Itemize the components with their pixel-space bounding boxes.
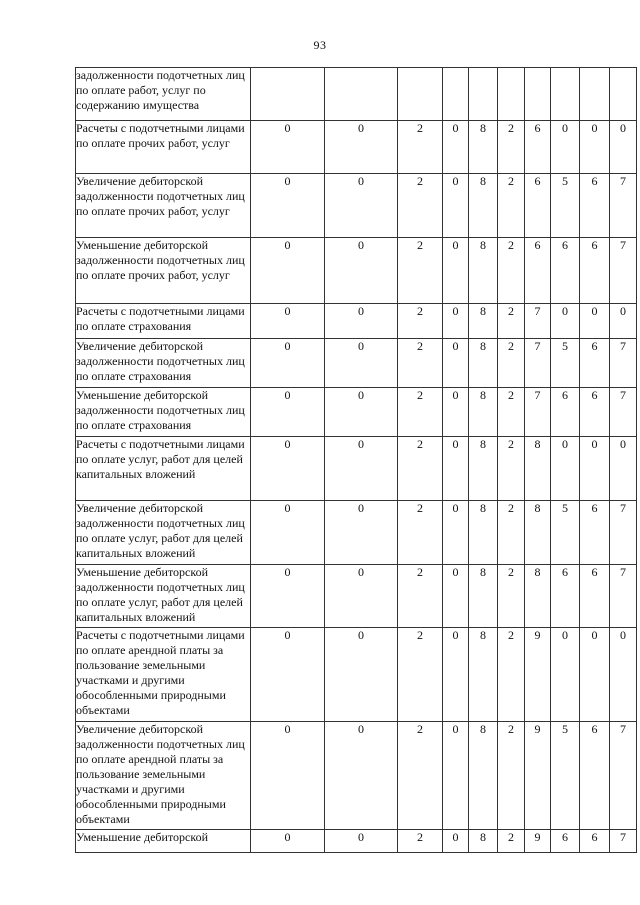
code-digit-cell: 9 bbox=[525, 628, 551, 722]
account-name-cell: Расчеты с подотчетными лицами по оплате арендной платы за пользование земельными участками и другими обособленными природными объектами bbox=[76, 628, 251, 722]
code-digit-cell: 8 bbox=[469, 501, 498, 565]
account-name-cell: Увеличение дебиторской задолженности подотчетных лиц по оплате арендной платы за пользование земельными участками и другими обособленными природными объектами bbox=[76, 722, 251, 830]
code-digit-cell: 0 bbox=[443, 565, 469, 628]
code-digit-cell: 9 bbox=[525, 830, 551, 853]
code-digit-cell: 8 bbox=[469, 304, 498, 339]
code-digit-cell: 7 bbox=[525, 388, 551, 437]
table-row bbox=[76, 501, 637, 565]
account-name-cell: Увеличение дебиторской задолженности подотчетных лиц по оплате страхования bbox=[76, 339, 251, 388]
account-name-cell: Расчеты с подотчетными лицами по оплате страхования bbox=[76, 304, 251, 339]
table-row bbox=[76, 830, 637, 853]
code-digit-cell: 0 bbox=[443, 388, 469, 437]
code-digit-cell: 8 bbox=[469, 174, 498, 238]
code-digit-cell: 2 bbox=[398, 437, 443, 501]
code-digit-cell: 8 bbox=[469, 238, 498, 304]
account-name-cell: Увеличение дебиторской задолженности подотчетных лиц по оплате услуг, работ для целей капитальных вложений bbox=[76, 501, 251, 565]
account-name-cell: Расчеты с подотчетными лицами по оплате услуг, работ для целей капитальных вложений bbox=[76, 437, 251, 501]
code-digit-cell: 0 bbox=[443, 830, 469, 853]
code-digit-cell: 7 bbox=[525, 339, 551, 388]
code-digit-cell: 0 bbox=[325, 565, 398, 628]
account-codes-table bbox=[75, 67, 637, 853]
code-digit-cell: 7 bbox=[610, 830, 637, 853]
code-digit-cell: 0 bbox=[443, 437, 469, 501]
table-row bbox=[76, 174, 637, 238]
code-digit-cell: 7 bbox=[610, 238, 637, 304]
code-digit-cell: 2 bbox=[498, 304, 525, 339]
table-body bbox=[76, 68, 637, 853]
code-digit-cell: 0 bbox=[551, 628, 580, 722]
table-row bbox=[76, 628, 637, 722]
code-digit-cell: 8 bbox=[469, 388, 498, 437]
code-digit-cell: 0 bbox=[251, 437, 325, 501]
code-digit-cell: 5 bbox=[551, 501, 580, 565]
table-row bbox=[76, 121, 637, 174]
code-digit-cell: 2 bbox=[498, 174, 525, 238]
code-digit-cell: 7 bbox=[525, 304, 551, 339]
code-digit-cell: 2 bbox=[498, 339, 525, 388]
table-row bbox=[76, 565, 637, 628]
code-digit-cell: 7 bbox=[610, 174, 637, 238]
code-digit-cell: 2 bbox=[398, 501, 443, 565]
code-digit-cell: 0 bbox=[251, 388, 325, 437]
code-digit-cell: 6 bbox=[551, 565, 580, 628]
code-digit-cell: 8 bbox=[525, 501, 551, 565]
code-digit-cell: 6 bbox=[580, 238, 610, 304]
code-digit-cell: 5 bbox=[551, 722, 580, 830]
code-digit-cell bbox=[525, 68, 551, 121]
code-digit-cell: 2 bbox=[398, 121, 443, 174]
code-digit-cell: 0 bbox=[443, 501, 469, 565]
code-digit-cell: 0 bbox=[325, 501, 398, 565]
account-name-cell: Уменьшение дебиторской задолженности подотчетных лиц по оплате услуг, работ для целей капитальных вложений bbox=[76, 565, 251, 628]
code-digit-cell: 0 bbox=[580, 304, 610, 339]
code-digit-cell: 5 bbox=[551, 174, 580, 238]
code-digit-cell bbox=[398, 68, 443, 121]
code-digit-cell bbox=[580, 68, 610, 121]
account-name-cell: Расчеты с подотчетными лицами по оплате прочих работ, услуг bbox=[76, 121, 251, 174]
table-row bbox=[76, 437, 637, 501]
code-digit-cell: 0 bbox=[251, 238, 325, 304]
account-name-cell: Уменьшение дебиторской задолженности подотчетных лиц по оплате страхования bbox=[76, 388, 251, 437]
code-digit-cell: 0 bbox=[551, 437, 580, 501]
code-digit-cell: 0 bbox=[251, 830, 325, 853]
code-digit-cell: 8 bbox=[469, 830, 498, 853]
code-digit-cell: 2 bbox=[498, 121, 525, 174]
code-digit-cell: 0 bbox=[251, 565, 325, 628]
code-digit-cell: 2 bbox=[398, 388, 443, 437]
code-digit-cell: 2 bbox=[398, 628, 443, 722]
account-name-cell: Уменьшение дебиторской bbox=[76, 830, 251, 853]
code-digit-cell: 8 bbox=[469, 565, 498, 628]
code-digit-cell: 9 bbox=[525, 722, 551, 830]
code-digit-cell bbox=[498, 68, 525, 121]
code-digit-cell: 6 bbox=[580, 830, 610, 853]
code-digit-cell: 0 bbox=[610, 628, 637, 722]
code-digit-cell bbox=[610, 68, 637, 121]
table-row bbox=[76, 238, 637, 304]
code-digit-cell: 2 bbox=[498, 628, 525, 722]
code-digit-cell: 8 bbox=[469, 339, 498, 388]
code-digit-cell: 0 bbox=[325, 830, 398, 853]
account-name-cell: задолженности подотчетных лиц по оплате работ, услуг по содержанию имущества bbox=[76, 68, 251, 121]
code-digit-cell: 0 bbox=[325, 437, 398, 501]
code-digit-cell bbox=[469, 68, 498, 121]
code-digit-cell: 7 bbox=[610, 501, 637, 565]
code-digit-cell: 6 bbox=[580, 174, 610, 238]
code-digit-cell: 6 bbox=[580, 722, 610, 830]
code-digit-cell: 2 bbox=[398, 238, 443, 304]
code-digit-cell: 6 bbox=[525, 174, 551, 238]
page-number: 93 bbox=[313, 38, 327, 52]
code-digit-cell: 8 bbox=[525, 565, 551, 628]
code-digit-cell: 0 bbox=[251, 339, 325, 388]
code-digit-cell: 0 bbox=[610, 121, 637, 174]
code-digit-cell: 0 bbox=[443, 238, 469, 304]
code-digit-cell bbox=[251, 68, 325, 121]
code-digit-cell: 8 bbox=[469, 628, 498, 722]
code-digit-cell: 0 bbox=[580, 437, 610, 501]
account-name-cell: Уменьшение дебиторской задолженности подотчетных лиц по оплате прочих работ, услуг bbox=[76, 238, 251, 304]
table-row bbox=[76, 68, 637, 121]
code-digit-cell: 6 bbox=[580, 339, 610, 388]
code-digit-cell: 0 bbox=[251, 174, 325, 238]
code-digit-cell bbox=[443, 68, 469, 121]
code-digit-cell: 0 bbox=[325, 339, 398, 388]
code-digit-cell: 2 bbox=[498, 722, 525, 830]
code-digit-cell: 2 bbox=[498, 388, 525, 437]
code-digit-cell: 8 bbox=[469, 722, 498, 830]
code-digit-cell: 0 bbox=[325, 238, 398, 304]
code-digit-cell: 0 bbox=[580, 121, 610, 174]
code-digit-cell: 7 bbox=[610, 565, 637, 628]
code-digit-cell: 2 bbox=[398, 830, 443, 853]
code-digit-cell: 6 bbox=[551, 388, 580, 437]
code-digit-cell: 2 bbox=[398, 304, 443, 339]
code-digit-cell: 7 bbox=[610, 388, 637, 437]
table-row bbox=[76, 388, 637, 437]
code-digit-cell: 0 bbox=[251, 628, 325, 722]
code-digit-cell: 6 bbox=[551, 238, 580, 304]
code-digit-cell: 2 bbox=[398, 339, 443, 388]
code-digit-cell: 0 bbox=[325, 304, 398, 339]
code-digit-cell: 2 bbox=[398, 174, 443, 238]
code-digit-cell: 2 bbox=[498, 238, 525, 304]
code-digit-cell: 6 bbox=[580, 501, 610, 565]
code-digit-cell: 8 bbox=[525, 437, 551, 501]
code-digit-cell: 0 bbox=[325, 121, 398, 174]
code-digit-cell: 7 bbox=[610, 339, 637, 388]
code-digit-cell: 2 bbox=[498, 830, 525, 853]
code-digit-cell: 0 bbox=[443, 722, 469, 830]
code-digit-cell: 0 bbox=[443, 174, 469, 238]
code-digit-cell: 6 bbox=[525, 238, 551, 304]
code-digit-cell: 0 bbox=[551, 304, 580, 339]
code-digit-cell: 6 bbox=[551, 830, 580, 853]
code-digit-cell: 0 bbox=[325, 722, 398, 830]
code-digit-cell: 6 bbox=[580, 565, 610, 628]
code-digit-cell: 0 bbox=[325, 388, 398, 437]
code-digit-cell: 2 bbox=[498, 501, 525, 565]
table-row bbox=[76, 304, 637, 339]
code-digit-cell: 2 bbox=[398, 722, 443, 830]
code-digit-cell: 5 bbox=[551, 339, 580, 388]
account-name-cell: Увеличение дебиторской задолженности подотчетных лиц по оплате прочих работ, услуг bbox=[76, 174, 251, 238]
code-digit-cell: 8 bbox=[469, 437, 498, 501]
code-digit-cell bbox=[551, 68, 580, 121]
code-digit-cell: 0 bbox=[251, 121, 325, 174]
code-digit-cell: 0 bbox=[251, 304, 325, 339]
code-digit-cell: 2 bbox=[398, 565, 443, 628]
code-digit-cell: 0 bbox=[443, 121, 469, 174]
code-digit-cell: 2 bbox=[498, 565, 525, 628]
code-digit-cell: 8 bbox=[469, 121, 498, 174]
code-digit-cell bbox=[325, 68, 398, 121]
code-digit-cell: 2 bbox=[498, 437, 525, 501]
code-digit-cell: 0 bbox=[580, 628, 610, 722]
code-digit-cell: 0 bbox=[443, 628, 469, 722]
code-digit-cell: 0 bbox=[610, 304, 637, 339]
code-digit-cell: 0 bbox=[443, 304, 469, 339]
code-digit-cell: 6 bbox=[580, 388, 610, 437]
code-digit-cell: 7 bbox=[610, 722, 637, 830]
code-digit-cell: 0 bbox=[251, 722, 325, 830]
table-row bbox=[76, 339, 637, 388]
table-row bbox=[76, 722, 637, 830]
code-digit-cell: 0 bbox=[325, 628, 398, 722]
code-digit-cell: 0 bbox=[551, 121, 580, 174]
code-digit-cell: 0 bbox=[251, 501, 325, 565]
code-digit-cell: 0 bbox=[443, 339, 469, 388]
code-digit-cell: 0 bbox=[610, 437, 637, 501]
code-digit-cell: 0 bbox=[325, 174, 398, 238]
code-digit-cell: 6 bbox=[525, 121, 551, 174]
